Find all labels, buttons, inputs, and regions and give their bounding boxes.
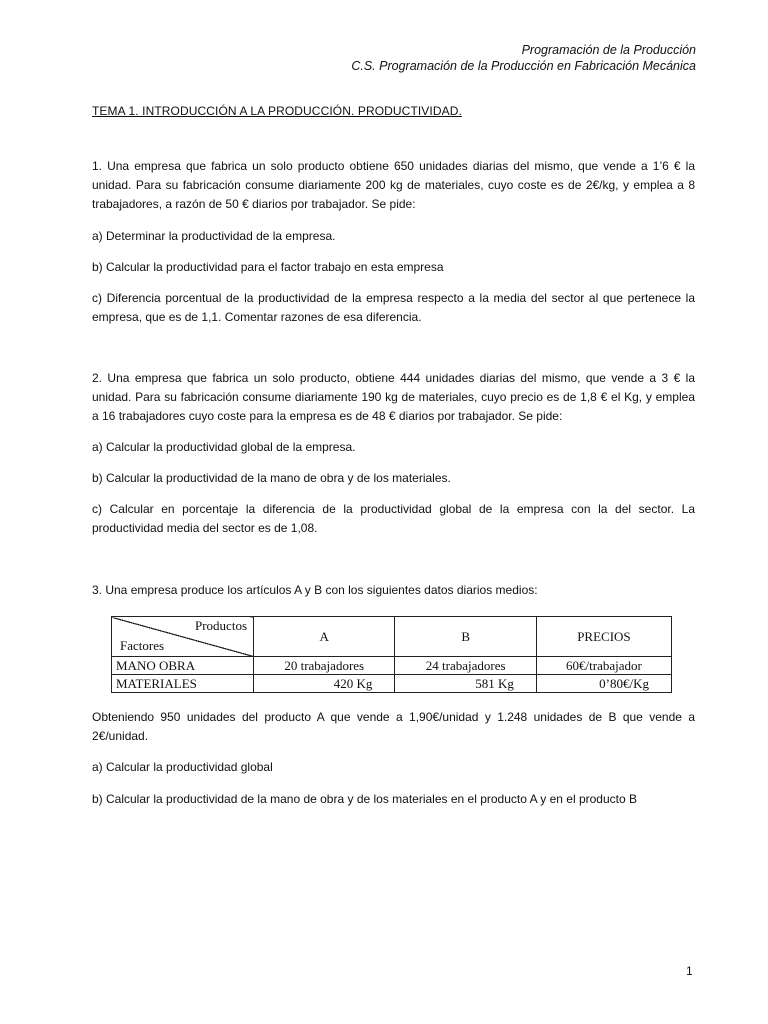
row-label: MATERIALES [112,675,254,693]
corner-factors-label: Factores [120,638,165,653]
table-corner-cell [112,617,254,657]
corner-products-label: Productos [195,618,247,633]
exercise-1-statement: 1. Una empresa que fabrica un solo producto obtiene 650 unidades diarias del mismo, que vende a 1’6 € la unidad. Para su fabricación consume diariamente 200 kg de materiales, cuyo coste es de 2€/kg, y emplea a 8 trabajadores, a razón de 50 € diarios por trabajador. Se pide: [92,159,695,211]
exercise-1-part-b: b) Calcular la productividad para el factor trabajo en esta empresa [92,260,444,274]
column-header-b: B [395,617,536,657]
row-label: MANO OBRA [112,657,254,675]
production-data-table [111,616,672,693]
column-header-prices: PRECIOS [536,617,671,657]
cell-price: 60€/trabajador [536,657,671,675]
cell-b: 24 trabajadores [395,657,536,675]
header-course: Programación de la Producción [521,43,696,57]
exercise-2-part-a: a) Calcular la productividad global de la empresa. [92,440,356,454]
exercise-3-statement: 3. Una empresa produce los artículos A y B con los siguientes datos diarios medios: [92,583,538,597]
exercise-3-part-b: b) Calcular la productividad de la mano de obra y de los materiales en el producto A y en el producto B [92,792,637,806]
column-header-a: A [254,617,395,657]
exercise-1-part-c: c) Diferencia porcentual de la productividad de la empresa respecto a la media del sector al que pertenece la empresa, que es de 1,1. Comentar razones de esa diferencia. [92,291,695,324]
table-row [112,657,672,675]
page-header [351,42,696,74]
exercise-3-part-a: a) Calcular la productividad global [92,760,273,774]
cell-a: 20 trabajadores [254,657,395,675]
table-header-row [112,617,672,657]
document-title: TEMA 1. INTRODUCCIÓN A LA PRODUCCIÓN. PRODUCTIVIDAD. [92,104,462,118]
cell-b: 581 Kg [395,675,536,693]
header-cycle: C.S. Programación de la Producción en Fabricación Mecánica [351,59,696,73]
exercise-1-part-a: a) Determinar la productividad de la empresa. [92,229,336,243]
cell-a: 420 Kg [254,675,395,693]
cell-price: 0’80€/Kg [536,675,671,693]
exercise-2-part-b: b) Calcular la productividad de la mano de obra y de los materiales. [92,471,451,485]
exercise-2-statement: 2. Una empresa que fabrica un solo producto, obtiene 444 unidades diarias del mismo, que vende a 3 € la unidad. Para su fabricación consume diariamente 190 kg de materiales, cuyo precio es de 1,8 € el Kg, y emplea a 16 trabajadores cuyo coste para la empresa es de 48 € diarios por trabajador. Se pide: [92,371,695,423]
page-number: 1 [686,964,693,978]
table-row [112,675,672,693]
exercise-3-units-sold: Obteniendo 950 unidades del producto A que vende a 1,90€/unidad y 1.248 unidades de B que vende a 2€/unidad. [92,710,695,743]
exercise-2-part-c: c) Calcular en porcentaje la diferencia de la productividad global de la empresa con la del sector. La productividad media del sector es de 1,08. [92,502,695,535]
